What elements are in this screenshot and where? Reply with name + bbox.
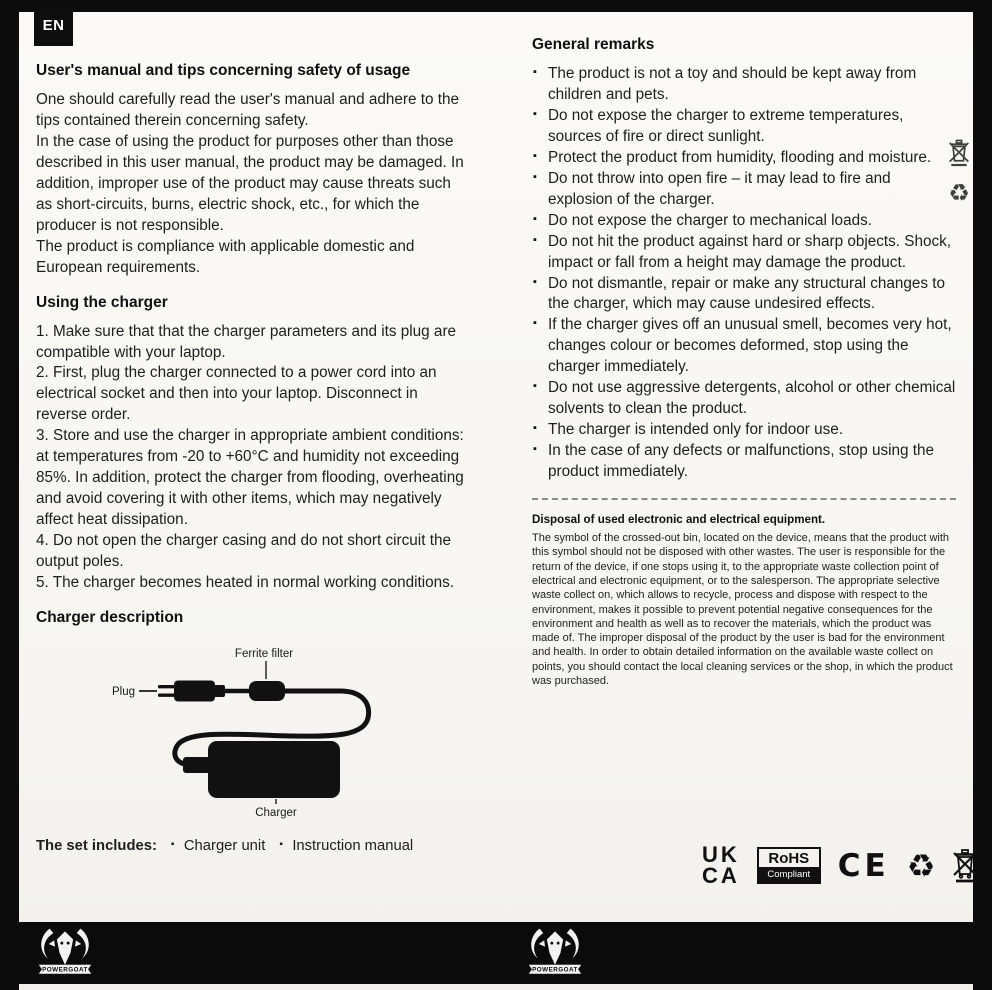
powergoat-logo: [36, 925, 94, 981]
remark-item: ▪ Do not dismantle, repair or make any structural changes to the charger, which may cause undesired effects.: [532, 274, 956, 316]
right-column: [532, 36, 956, 688]
charger-step: 2. First, plug the charger connected to a power cord into an electrical socket and then into your laptop. Disconnect in reverse order.: [36, 364, 437, 424]
weee-bin-icon-small: [948, 138, 970, 170]
right-edge-icons: [948, 138, 970, 206]
charger-step: 4. Do not open the charger casing and do not short circuit the output poles.: [36, 532, 451, 571]
brand-text: POWERGOAT: [532, 966, 578, 974]
set-includes-item: ▪ Charger unit: [171, 838, 265, 854]
plug-icon: [158, 680, 225, 701]
recycle-icon-small: ♻: [948, 180, 970, 207]
remark-item: ▪ If the charger gives off an unusual smell, becomes very hot, changes colour or becomes deformed, stop using the charger immediately.: [532, 315, 956, 378]
heading-general-remarks: General remarks: [532, 36, 655, 53]
rohs-mark: [757, 847, 821, 884]
page-edge-left: [0, 0, 19, 990]
charger-step: 5. The charger becomes heated in normal working conditions.: [36, 574, 455, 592]
set-includes-item: ▪ Instruction manual: [279, 838, 413, 854]
remark-item: ▪ Do not use aggressive detergents, alcohol or other chemical solvents to clean the product.: [532, 378, 956, 420]
safety-paragraph: One should carefully read the user's manual and adhere to the tips contained therein concerning safety.: [36, 91, 460, 129]
ce-mark: CE: [837, 847, 890, 884]
remark-item: ▪ Do not expose the charger to extreme temperatures, sources of fire or direct sunlight.: [532, 106, 956, 148]
language-badge: EN: [34, 4, 73, 46]
safety-paragraph: The product is compliance with applicable domestic and European requirements.: [36, 237, 415, 276]
set-includes-label: The set includes:: [36, 837, 157, 854]
weee-bin-icon: [952, 848, 978, 884]
charger-step: 3. Store and use the charger in appropriate ambient conditions: at temperatures from -20 to +60°C and humidity not exceeding 85%. In addition, protect the charger from flooding, overheating and avoid covering it with other items, which may negatively affect heat dissipation.: [36, 427, 464, 529]
ukca-mark: [702, 842, 740, 888]
page-edge-right: [973, 0, 992, 990]
plug-label: Plug: [111, 685, 135, 698]
ukca-top-text: UK: [702, 842, 740, 867]
heading-disposal: Disposal of used electronic and electrical equipment.: [532, 513, 826, 527]
dashed-divider: [532, 498, 956, 500]
set-includes: [36, 838, 468, 854]
charger-connector-shape: [183, 757, 210, 773]
ferrite-filter-label: Ferrite filter: [234, 647, 294, 660]
powergoat-logo: [526, 925, 584, 981]
remark-item: ▪ Do not hit the product against hard or sharp objects. Shock, impact or fall from a height may damage the product.: [532, 232, 956, 274]
safety-paragraph: In the case of using the product for purposes other than those described in this user manual, the product may be damaged. In addition, improper use of the product may cause threats such as short-circuits, burns, electric shock, etc., for which the producer is not responsible.: [36, 132, 464, 234]
remark-item: ▪ Protect the product from humidity, flooding and moisture.: [532, 148, 956, 169]
left-column: [36, 62, 468, 854]
remark-item: ▪ Do not throw into open fire – it may lead to fire and explosion of the charger.: [532, 169, 956, 211]
general-remarks-list: [532, 64, 956, 483]
heading-safety: User's manual and tips concerning safety of usage: [36, 62, 411, 79]
footer-band: [0, 922, 992, 984]
heading-using-charger: Using the charger: [36, 293, 168, 311]
disposal-body: The symbol of the crossed-out bin, located on the device, means that the product with this symbol should not be disposed with other wastes. The user is responsible for the return of the device, if one stops using it, to the appropriate waste collection point of electrical and electronic equipment, or to the salesperson. The appropriate selective waste collect on, which allows to recycle, process and dispose with respect to the environment, makes it possible to prevent potential negative consequences for the environment and health as well as to recover the materials, which the product was made of. The improper disposal of the product by the user is bad for the environment and health. In order to obtain detailed information on the available waste collect on points, you should contact the local cleaning services or the shop, in which the product was purchased.: [532, 532, 953, 688]
remark-item: ▪ The charger is intended only for indoor use.: [532, 420, 956, 441]
rohs-title: RoHS: [768, 850, 810, 868]
ukca-bottom-text: CA: [702, 862, 740, 888]
charger-label: Charger: [255, 806, 297, 819]
certification-marks: [702, 842, 978, 888]
remark-item: ▪ Do not expose the charger to mechanical loads.: [532, 211, 956, 232]
brand-text: POWERGOAT: [42, 966, 88, 974]
recycle-icon: ♻: [906, 847, 936, 884]
charger-step: 1. Make sure that that the charger parameters and its plug are compatible with your laptop.: [36, 322, 457, 361]
remark-item: ▪ In the case of any defects or malfunctions, stop using the product immediately.: [532, 441, 956, 483]
rohs-subtitle: Compliant: [759, 867, 819, 882]
heading-charger-description: Charger description: [36, 608, 184, 626]
charger-body-shape: [208, 741, 340, 798]
remark-item: ▪ The product is not a toy and should be kept away from children and pets.: [532, 64, 956, 106]
charger-diagram: [36, 643, 468, 819]
page-edge-top: [0, 0, 992, 12]
ferrite-filter-shape: [249, 681, 285, 701]
